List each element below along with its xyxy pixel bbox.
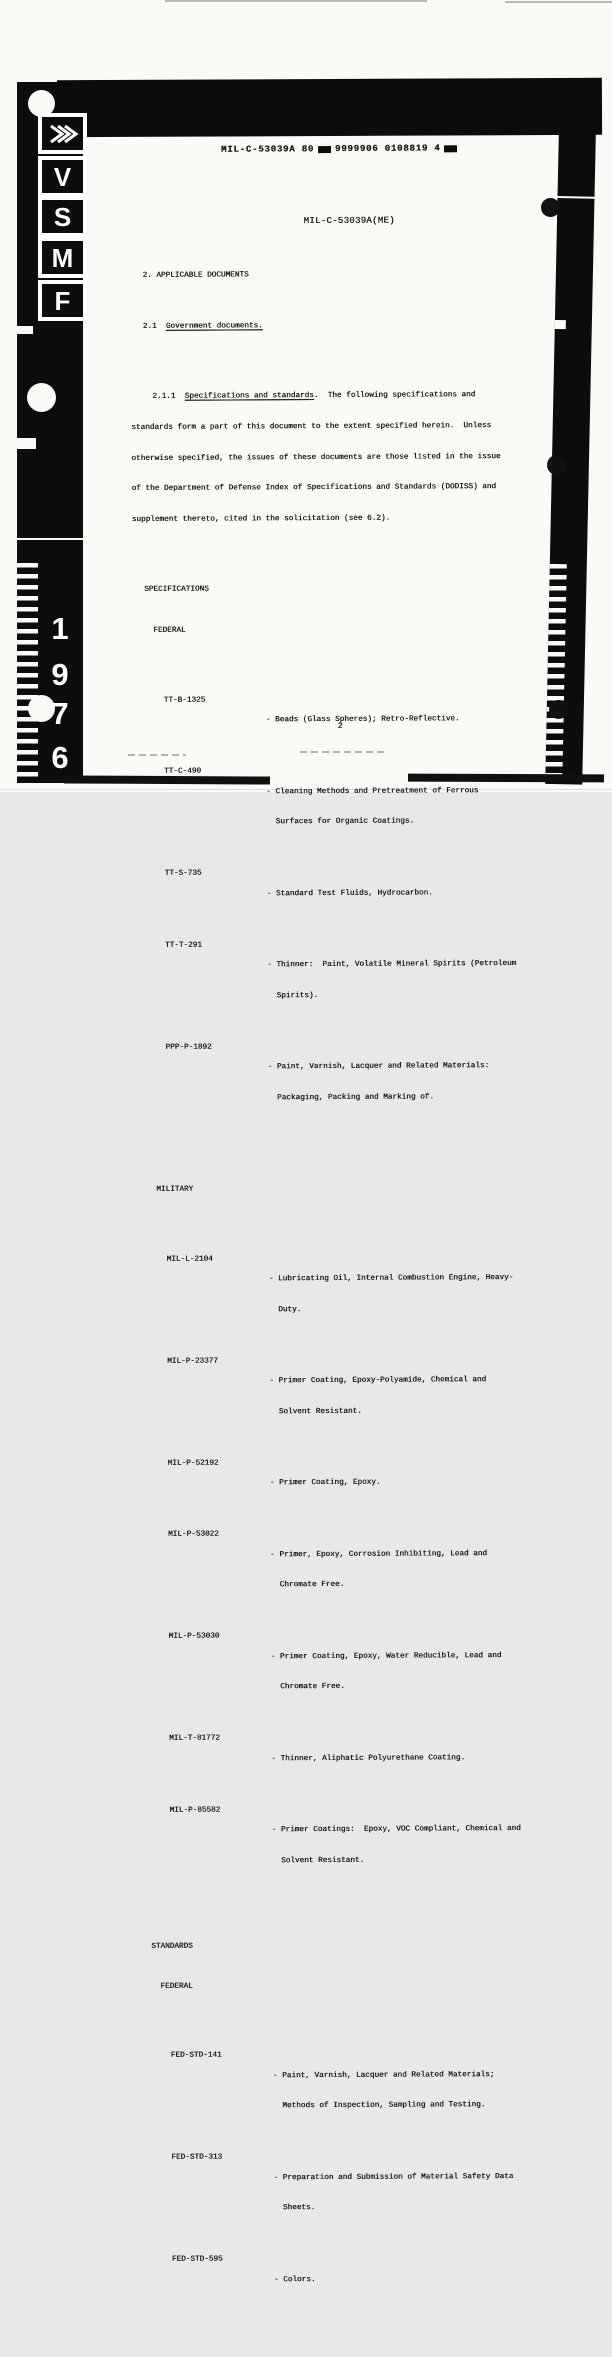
- punch-hole-middle: [27, 383, 56, 412]
- spec-row: [140, 2049, 544, 2133]
- stamp-letter: S: [53, 201, 72, 232]
- specifications-heading: SPECIFICATIONS: [144, 585, 209, 595]
- spec-designator: TT-T-291: [164, 941, 202, 950]
- spec-row: [141, 2253, 545, 2306]
- spec-description: [271, 1804, 521, 1887]
- spec-description-line: Duty.: [278, 1305, 302, 1314]
- military-heading: MILITARY: [156, 1186, 194, 1195]
- federal-heading: FEDERAL: [153, 626, 186, 635]
- spec-description-line: - Primer Coating, Epoxy, Water Reducible, Lead and: [270, 1651, 502, 1661]
- spec-description-line: - Paint, Varnish, Lacquer and Related Materials;: [272, 2070, 495, 2080]
- stamp-letter: V: [53, 161, 72, 192]
- spec-description-line: - Paint, Varnish, Lacquer and Related Materials:: [267, 1062, 490, 1072]
- scan-border-top: [57, 78, 602, 137]
- left-band-crack: [17, 538, 83, 540]
- spec-designator: MIL-P-52192: [167, 1459, 219, 1468]
- spec-row: [133, 765, 537, 849]
- spec-description: [269, 1355, 486, 1438]
- spec-row: [138, 1630, 542, 1714]
- spec-description: [267, 1041, 489, 1124]
- spec-description-line: - Cleaning Methods and Pretreatment of Ferrous: [266, 786, 479, 797]
- spec-description-line: - Preparation and Submission of Material Safety Data: [273, 2172, 514, 2182]
- military-specification-list: [135, 1232, 543, 1908]
- paragraph-line: [131, 390, 535, 402]
- spec-row: [134, 939, 538, 1023]
- spec-description-line: Solvent Resistant.: [278, 1407, 362, 1416]
- spec-row: [138, 1804, 542, 1888]
- stamp-letter-box-f: [38, 280, 87, 321]
- spec-designator: FED-STD-595: [171, 2255, 223, 2265]
- right-band-notch: [555, 320, 566, 329]
- section-heading: 2. APPLICABLE DOCUMENTS: [142, 271, 249, 281]
- year-digit: 6: [51, 740, 69, 775]
- paragraph-title: Specifications and standards: [184, 392, 314, 402]
- subsection-heading: [131, 320, 535, 332]
- barcode-block-icon: [318, 146, 331, 153]
- year-digit: 9: [51, 657, 69, 692]
- subsection-title: Government documents.: [165, 322, 263, 332]
- spec-row: [136, 1253, 540, 1337]
- standards-federal-heading: FEDERAL: [160, 1982, 193, 1991]
- spec-description-line: - Thinner, Aliphatic Polyurethane Coating.: [271, 1753, 466, 1763]
- scan-control-numbers: 9999906 0108819 4: [334, 143, 441, 155]
- paragraph-text: . The following specifications and: [313, 391, 476, 401]
- spec-description: [271, 1733, 465, 1785]
- spec-description-line: - Primer, Epoxy, Corrosion Inhibiting, Lead and: [270, 1549, 488, 1559]
- barcode-block-icon: [444, 145, 457, 152]
- spec-description-line: Chromate Free.: [280, 1683, 345, 1692]
- paragraph-line: of the Department of Defense Index of Specifications and Standards (DODISS) and: [131, 483, 497, 494]
- paragraph-line: supplement thereto, cited in the solicitation (see 6.2).: [131, 514, 391, 524]
- spec-description-line: Chromate Free.: [279, 1581, 345, 1590]
- stamp-letter-box-s: [38, 196, 87, 237]
- spec-designator: PPP-P-1892: [165, 1043, 212, 1052]
- spec-description: [270, 1457, 381, 1509]
- federal-standards-list: [140, 2029, 546, 2327]
- registration-dot-middle: [547, 455, 567, 475]
- spec-description-line: - Primer Coating, Epoxy.: [269, 1478, 381, 1488]
- spec-row: [136, 1355, 540, 1439]
- spec-description-line: Surfaces for Organic Coatings.: [275, 817, 415, 827]
- spec-row: [138, 1732, 542, 1785]
- spec-row: [133, 694, 537, 747]
- spec-designator: MIL-P-53030: [168, 1632, 220, 1642]
- left-comb-ticks: [17, 563, 38, 783]
- spec-description-line: Methods of Inspection, Sampling and Testing.: [282, 2101, 486, 2111]
- spec-description-line: Sheets.: [282, 2204, 316, 2213]
- spec-description: [273, 2151, 513, 2234]
- spec-designator: MIL-P-85582: [169, 1806, 221, 1815]
- standards-heading: STANDARDS: [151, 1943, 193, 1952]
- vsmf-logo-box: [38, 113, 87, 154]
- stamp-letter-box-v: [38, 156, 87, 197]
- stamp-letter: F: [54, 285, 71, 316]
- scan-header-line: [221, 143, 461, 154]
- document-text-column: [130, 184, 545, 2357]
- spec-description: [271, 1630, 502, 1713]
- spec-description: [267, 939, 517, 1022]
- registration-dot-top: [541, 198, 560, 217]
- spec-designator: TT-B-1325: [163, 696, 206, 705]
- registration-dot-bottom: [549, 700, 568, 719]
- spec-description-line: Packaging, Packing and Marking of.: [277, 1093, 434, 1103]
- spec-description-line: - Primer Coatings: Epoxy, VOC Compliant, Chemical and: [271, 1825, 521, 1835]
- stamp-letter-box-m: [38, 237, 87, 278]
- stamp-letter: M: [51, 242, 74, 273]
- spec-description-line: - Thinner: Paint, Volatile Mineral Spirits (Petroleum: [267, 960, 517, 970]
- scan-doc-number: MIL-C-53039A 80: [220, 144, 315, 155]
- right-band-crack: [557, 196, 594, 199]
- page-number: 2: [337, 722, 343, 731]
- paragraph-line: standards form a part of this document to the extent specified herein. Unless: [131, 422, 492, 433]
- spec-description: [269, 1253, 514, 1336]
- spec-description-line: - Lubricating Oil, Internal Combustion Engine, Heavy-: [268, 1274, 514, 1284]
- spec-designator: MIL-P-23377: [167, 1357, 218, 1366]
- spec-description: [273, 2049, 495, 2132]
- left-band-notch: [17, 438, 36, 449]
- spec-designator: MIL-P-53022: [168, 1530, 219, 1540]
- spec-description: [267, 868, 433, 920]
- spec-description: [270, 1528, 487, 1611]
- spec-designator: FED-STD-141: [170, 2051, 222, 2060]
- document-id: MIL-C-53039A(ME): [303, 215, 395, 226]
- spec-designator: MIL-L-2104: [166, 1255, 213, 1264]
- scan-border-left: [17, 82, 83, 783]
- year-digit: 1: [51, 611, 69, 646]
- spec-designator: MIL-T-81772: [169, 1734, 220, 1744]
- spec-description-line: Spirits).: [276, 991, 319, 1001]
- paragraph-2-1-1: [131, 370, 536, 546]
- spec-description-line: - Beads (Glass Spheres); Retro-Reflective.: [265, 715, 460, 725]
- spec-description-line: - Colors.: [273, 2275, 316, 2284]
- scan-border-right: [545, 78, 597, 785]
- spec-row: [134, 867, 538, 920]
- spec-description-line: - Standard Test Fluids, Hydrocarbon.: [266, 889, 433, 899]
- left-band-notch: [17, 326, 33, 334]
- spec-description: [266, 694, 460, 746]
- federal-specification-list: [133, 673, 539, 1144]
- chevron-feather-icon: [49, 122, 77, 146]
- right-comb-ticks: [545, 564, 566, 776]
- paragraph-number: 2.1.1: [143, 393, 185, 402]
- paragraph-line: otherwise specified, the issues of these documents are those listed in the issue: [131, 452, 501, 463]
- top-edge-hairline-right: [505, 1, 612, 3]
- spec-description-line: Solvent Resistant.: [281, 1856, 365, 1865]
- top-edge-hairline: [165, 0, 427, 2]
- spec-designator: FED-STD-313: [171, 2153, 223, 2162]
- subsection-number: 2.1: [142, 323, 166, 332]
- year-digit: 7: [51, 696, 69, 731]
- spec-description-line: - Primer Coating, Epoxy-Polyamide, Chemical and: [269, 1376, 487, 1386]
- spec-designator: TT-S-735: [164, 870, 202, 879]
- spec-row: [137, 1457, 541, 1510]
- spec-row: [140, 2151, 544, 2235]
- spec-description: [274, 2254, 320, 2305]
- spec-description: [266, 766, 479, 849]
- spec-row: [134, 1041, 538, 1125]
- spec-row: [137, 1528, 541, 1612]
- spec-designator: TT-C-490: [164, 767, 201, 777]
